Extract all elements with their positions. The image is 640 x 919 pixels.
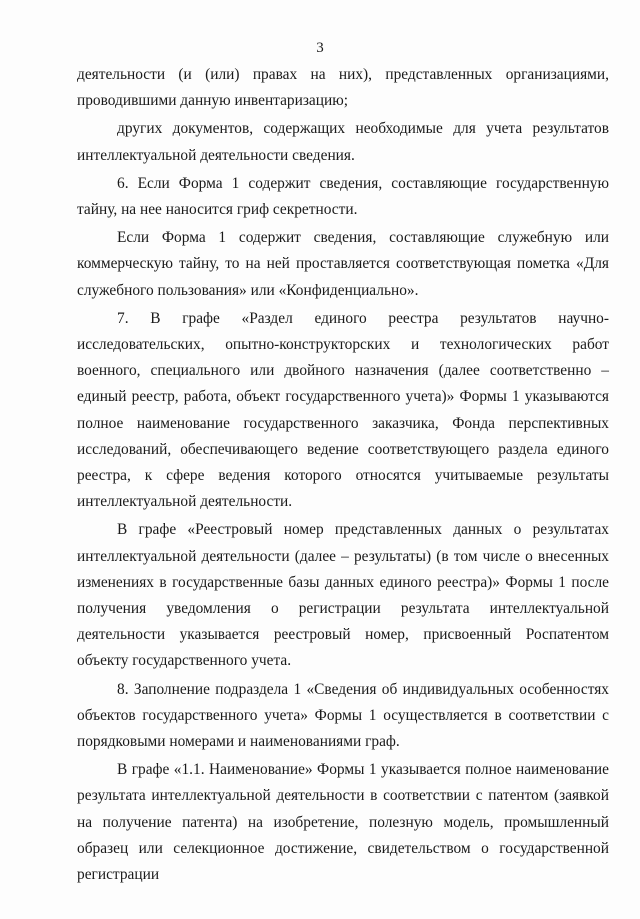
paragraph-8-subsection-1: 8. Заполнение подраздела 1 «Сведения об индивидуальных особенностях объектов государственного учета» Формы 1 осуществляется в соответствии с порядковыми номерами и наименованиями граф. <box>77 680 609 751</box>
paragraph-6-state-secret: 6. Если Форма 1 содержит сведения, составляющие государственную тайну, на нее наносится гриф секретности. <box>77 174 609 219</box>
paragraph-7-registry-section: 7. В графе «Раздел единого реестра результатов научно-исследовательских, опытно-конструкторских и технологических работ военного, специального или двойного назначения (далее соответственно – единый реестр, работа, объект государственного учета)» Формы 1 указываются полное наименование государственного заказчика, Фонда перспективных исследований, обеспечивающего ведение соответствующего раздела единого реестра, к сфере ведения которого относятся учитываемые результаты интеллектуальной деятельности. <box>77 309 609 511</box>
document-body <box>77 62 609 888</box>
paragraph-registry-number: В графе «Реестровый номер представленных данных о результатах интеллектуальной деятельности (далее – результаты) (в том числе о внесенных изменениях в государственные базы данных единого реестра)» Формы 1 после получения уведомления о регистрации результата интеллектуальной деятельности указывается реестровый номер, присвоенный Роспатентом объекту государственного учета. <box>77 521 609 670</box>
page-number: 3 <box>316 40 324 56</box>
paragraph-commercial-secret: Если Форма 1 содержит сведения, составляющие служебную или коммерческую тайну, то на ней проставляется соответствующая пометка «Для служебного пользования» или «Конфиденциально». <box>77 229 609 299</box>
paragraph-continuation: деятельности (и (или) правах на них), представленных организациями, проводившими данную инвентаризацию; <box>77 66 609 110</box>
paragraph-name-column: В графе «1.1. Наименование» Формы 1 указывается полное наименование результата интеллектуальной деятельности в соответствии с патентом (заявкой на получение патента) на изобретение, полезную модель, промышленный образец или селекционное достижение, свидетельством о государственной регистрации <box>77 761 609 884</box>
paragraph-other-documents: других документов, содержащих необходимые для учета результатов интеллектуальной деятельности сведения. <box>77 120 609 164</box>
